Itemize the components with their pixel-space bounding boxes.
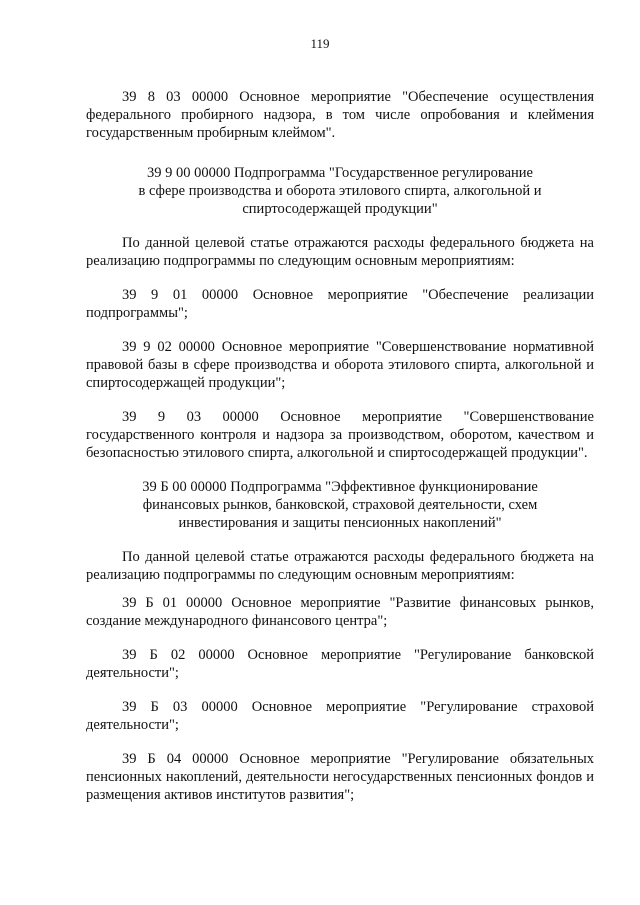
- heading-line: в сфере производства и оборота этилового спирта, алкогольной и: [138, 183, 542, 199]
- heading-subprogram-39-9: [86, 164, 594, 218]
- paragraph-39-b-01: 39 Б 01 00000 Основное мероприятие "Развитие финансовых рынков, создание международного финансового центра";: [86, 595, 594, 629]
- heading-line: спиртосодержащей продукции": [242, 201, 438, 217]
- heading-line: 39 9 00 00000 Подпрограмма "Государственное регулирование: [147, 165, 533, 181]
- paragraph-39-9-03: 39 9 03 00000 Основное мероприятие "Совершенствование государственного контроля и надзора за производством, оборотом, качеством и безопасностью этилового спирта, алкогольной и спиртосодержащей продукции".: [86, 409, 594, 461]
- heading-line: 39 Б 00 00000 Подпрограмма "Эффективное функционирование: [142, 479, 538, 495]
- paragraph-39-b-03: 39 Б 03 00000 Основное мероприятие "Регулирование страховой деятельности";: [86, 699, 594, 733]
- paragraph-39-b-02: 39 Б 02 00000 Основное мероприятие "Регулирование банковской деятельности";: [86, 647, 594, 681]
- paragraph-39-9-02: 39 9 02 00000 Основное мероприятие "Совершенствование нормативной правовой базы в сфере производства и оборота этилового спирта, алкогольной и спиртосодержащей продукции";: [86, 339, 594, 391]
- document-body: [86, 88, 594, 820]
- paragraph-39-b-04: 39 Б 04 00000 Основное мероприятие "Регулирование обязательных пенсионных накоплений, деятельности негосударственных пенсионных фондов и размещения активов институтов развития";: [86, 751, 594, 803]
- paragraph-intro-39-b: По данной целевой статье отражаются расходы федерального бюджета на реализацию подпрограммы по следующим основным мероприятиям:: [86, 549, 594, 583]
- paragraph-intro-39-9: По данной целевой статье отражаются расходы федерального бюджета на реализацию подпрограммы по следующим основным мероприятиям:: [86, 235, 594, 269]
- heading-line: инвестирования и защиты пенсионных накоплений": [178, 515, 502, 531]
- heading-line: финансовых рынков, банковской, страховой деятельности, схем: [142, 497, 538, 513]
- page-number: 119: [310, 36, 330, 51]
- heading-subprogram-39-b: [86, 478, 594, 532]
- paragraph-39-9-01: 39 9 01 00000 Основное мероприятие "Обеспечение реализации подпрограммы";: [86, 287, 594, 321]
- paragraph-39-8-03: 39 8 03 00000 Основное мероприятие "Обеспечение осуществления федерального пробирного надзора, в том числе опробования и клеймения государственным пробирным клеймом".: [86, 89, 594, 141]
